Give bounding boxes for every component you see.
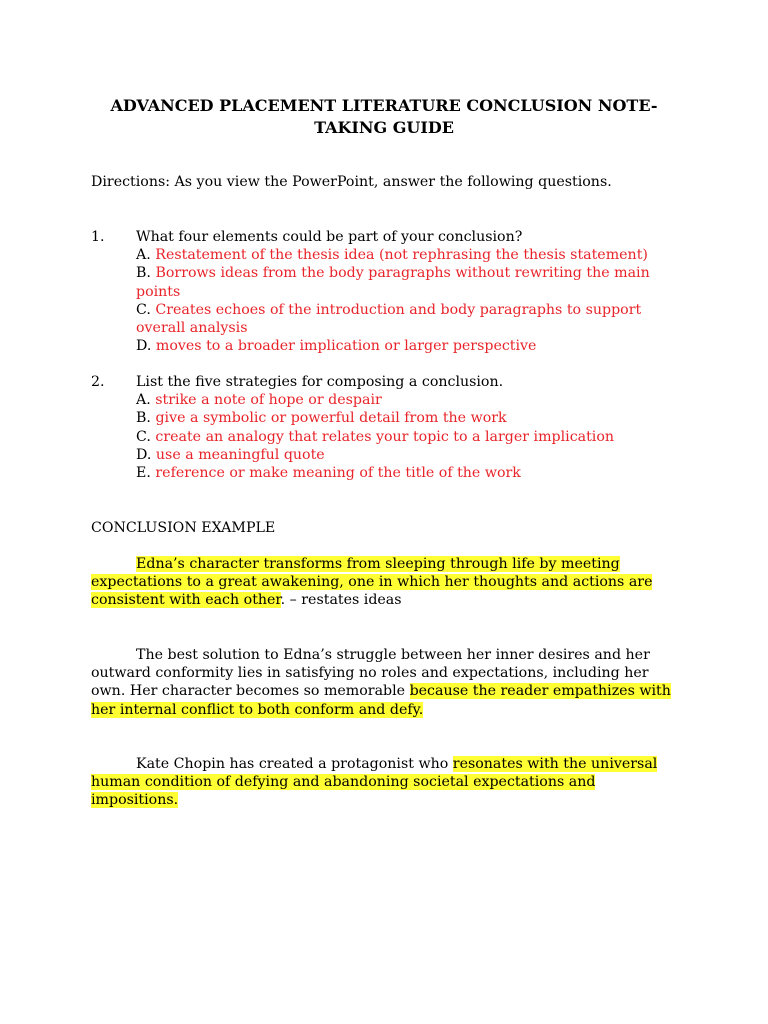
title-line-1: ADVANCED PLACEMENT LITERATURE CONCLUSION NOTE- (110, 96, 658, 115)
question-number: 2. (91, 374, 105, 390)
answer-item (136, 246, 676, 264)
answer-item (136, 264, 676, 300)
question-prompt: List the five strategies for composing a conclusion. (136, 374, 504, 390)
page-title (90, 95, 678, 139)
answer-item (136, 409, 676, 427)
answer-text: strike a note of hope or despair (155, 392, 382, 409)
annotation-text: . – restates ideas (280, 592, 402, 609)
title-line-2: TAKING GUIDE (314, 118, 454, 137)
directions-text: Directions: As you view the PowerPoint, answer the following questions. (91, 174, 612, 190)
answer-letter: A. (136, 247, 151, 264)
answer-text: Borrows ideas from the body paragraphs without rewriting the main points (136, 265, 650, 300)
question-number: 1. (91, 229, 105, 245)
answer-text: reference or make meaning of the title of the work (155, 465, 521, 482)
answer-letter: B. (136, 265, 151, 282)
answer-text: Creates echoes of the introduction and body paragraphs to support overall analysis (136, 301, 642, 337)
question-prompt: What four elements could be part of your conclusion? (136, 229, 523, 245)
highlighted-text: because the reader empathizes with her internal conflict to both conform and defy. (91, 683, 671, 718)
answer-item (136, 428, 676, 446)
answer-letter: D. (136, 446, 152, 463)
example-paragraph-3 (91, 755, 681, 810)
example-paragraph-2 (91, 646, 681, 719)
answer-letter: B. (136, 410, 151, 427)
plain-text: Kate Chopin has created a protagonist who (136, 756, 453, 772)
highlighted-text: resonates with the universal human condition of defying and abandoning societal expectations and impositions. (91, 756, 658, 809)
answer-letter: E. (136, 465, 151, 482)
section-heading: CONCLUSION EXAMPLE (91, 520, 276, 536)
answer-text: moves to a broader implication or larger perspective (155, 338, 537, 355)
answer-letter: A. (136, 392, 151, 409)
answer-letter: C. (136, 428, 151, 445)
answer-item (136, 464, 676, 482)
answer-text: use a meaningful quote (155, 446, 325, 463)
answer-text: give a symbolic or powerful detail from the work (155, 410, 507, 427)
example-paragraph-1 (91, 555, 681, 610)
answer-text: create an analogy that relates your topic to a larger implication (155, 428, 615, 445)
answer-letter: C. (136, 301, 151, 318)
answer-item (136, 337, 676, 355)
answer-letter: D. (136, 338, 152, 355)
plain-text: The best solution to Edna’s struggle between her inner desires and her outward conformity lies in satisfying no roles and expectations, including her own. Her character becomes so memorable (91, 647, 650, 700)
question-body (136, 373, 676, 482)
highlighted-text: Edna’s character transforms from sleeping through life by meeting expectations to a great awakening, one in which her thoughts and actions are consistent with each other (91, 556, 653, 609)
answer-item (136, 301, 676, 337)
question-body (136, 228, 676, 355)
answer-item (136, 446, 676, 464)
answer-text: Restatement of the thesis idea (not rephrasing the thesis statement) (155, 247, 648, 264)
answer-item (136, 391, 676, 409)
